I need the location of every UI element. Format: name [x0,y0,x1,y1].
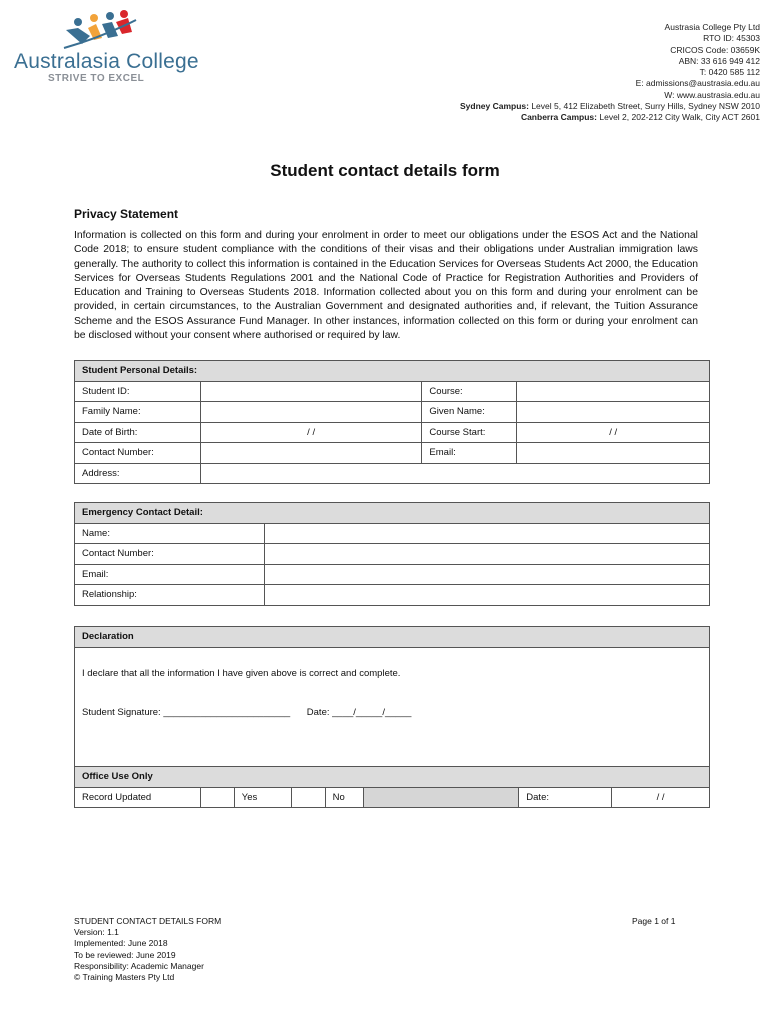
footer-implemented: Implemented: June 2018 [74,938,168,949]
record-updated-label: Record Updated [75,787,201,808]
declaration-statement: I declare that all the information I have given above is correct and complete. [82,667,401,679]
emergency-name-field[interactable] [264,523,709,544]
footer-responsibility: Responsibility: Academic Manager [74,960,204,971]
family-name-field[interactable] [200,402,422,423]
abn: ABN: 33 616 949 412 [678,55,760,66]
signature-line[interactable]: Student Signature: ________________________ [82,706,291,718]
address-field[interactable] [200,463,709,484]
header-contact-block [460,22,760,124]
privacy-heading: Privacy Statement [74,207,179,221]
personal-details-heading: Student Personal Details: [75,361,710,382]
student-id-field[interactable] [200,381,422,402]
dob-label: Date of Birth: [75,422,201,443]
company-name: Austrasia College Pty Ltd [664,22,760,32]
address-label: Address: [75,463,201,484]
emergency-email-label: Email: [75,564,265,585]
contact-number-field[interactable] [200,443,422,464]
footer-form-name: STUDENT CONTACT DETAILS FORM [74,916,222,926]
given-name-field[interactable] [517,402,710,423]
declaration-heading: Declaration [75,627,710,648]
emergency-relationship-label: Relationship: [75,585,265,606]
yes-label: Yes [234,787,291,808]
sydney-campus [460,101,760,112]
canberra-campus-label: Canberra Campus: [520,112,597,123]
form-title: Student contact details form [270,161,500,180]
course-label: Course: [422,381,517,402]
office-use-heading: Office Use Only [75,767,710,788]
footer-version: Version: 1.1 [74,927,119,938]
email-address: E: admissions@austrasia.edu.au [635,78,760,89]
sydney-campus-label: Sydney Campus: [460,101,529,112]
yes-checkbox[interactable] [200,787,234,808]
signature-row [82,707,702,718]
office-use-table [74,766,710,808]
emergency-contact-number-label: Contact Number: [75,544,265,565]
dob-field[interactable]: / / [200,422,422,443]
canberra-campus [460,112,760,123]
office-shaded-cell [363,787,519,808]
emergency-contact-heading: Emergency Contact Detail: [75,503,710,524]
footer-block [74,916,221,983]
email-field[interactable] [517,443,710,464]
sydney-campus-address: Level 5, 412 Elizabeth Street, Surry Hills, Sydney NSW 2010 [528,101,760,112]
canberra-campus-address: Level 2, 202-212 City Walk, City ACT 2601 [597,112,760,123]
privacy-statement: Information is collected on this form and during your enrolment in order to meet our obligations under the ESOS Act and the National Code 2018; to ensure student compliance with the conditions of their visas and their obligations under Australian immigration laws generally. The authority to collect this information is contained in the Education Services for Overseas Students Act 2000, the Education Services for Overseas Students Regulations 2001 and the National Code of Practice for Registration Authorities and Providers of Education and Training to Overseas Students 2018. Information collected about you on this form and during your enrolment can be provided, in certain circumstances, to the Australian Government and designated authorities and, if relevant, the Tuition Assurance Scheme and the ESOS Assurance Fund Manager. In other instances, information collected on this form or during your enrolment can be disclosed without your consent where authorised or required by law. [74,230,698,342]
email-label: Email: [422,443,517,464]
student-personal-details-table [74,360,710,484]
course-start-field[interactable]: / / [517,422,710,443]
contact-number-label: Contact Number: [75,443,201,464]
website: W: www.austrasia.edu.au [664,89,760,100]
emergency-email-field[interactable] [264,564,709,585]
college-name: Australasia College [14,50,199,73]
declaration-body [75,647,710,768]
no-checkbox[interactable] [291,787,325,808]
student-id-label: Student ID: [75,381,201,402]
declaration-table [74,626,710,769]
rto-id: RTO ID: 45303 [703,33,760,44]
phone: T: 0420 585 112 [699,67,760,78]
office-date-label: Date: [519,787,612,808]
footer-copyright: © Training Masters Pty Ltd [74,972,175,983]
declaration-date-line[interactable]: Date: ____/_____/_____ [306,706,412,718]
page-number: Page 1 of 1 [632,916,676,926]
office-date-field[interactable]: / / [612,787,710,808]
cricos-code: CRICOS Code: 03659K [670,44,760,55]
college-tagline: STRIVE TO EXCEL [48,73,145,84]
course-start-label: Course Start: [422,422,517,443]
family-name-label: Family Name: [75,402,201,423]
emergency-contact-number-field[interactable] [264,544,709,565]
emergency-contact-table [74,502,710,606]
no-label: No [325,787,363,808]
given-name-label: Given Name: [422,402,517,423]
emergency-name-label: Name: [75,523,265,544]
emergency-relationship-field[interactable] [264,585,709,606]
course-field[interactable] [517,381,710,402]
footer-review: To be reviewed: June 2019 [74,949,176,960]
